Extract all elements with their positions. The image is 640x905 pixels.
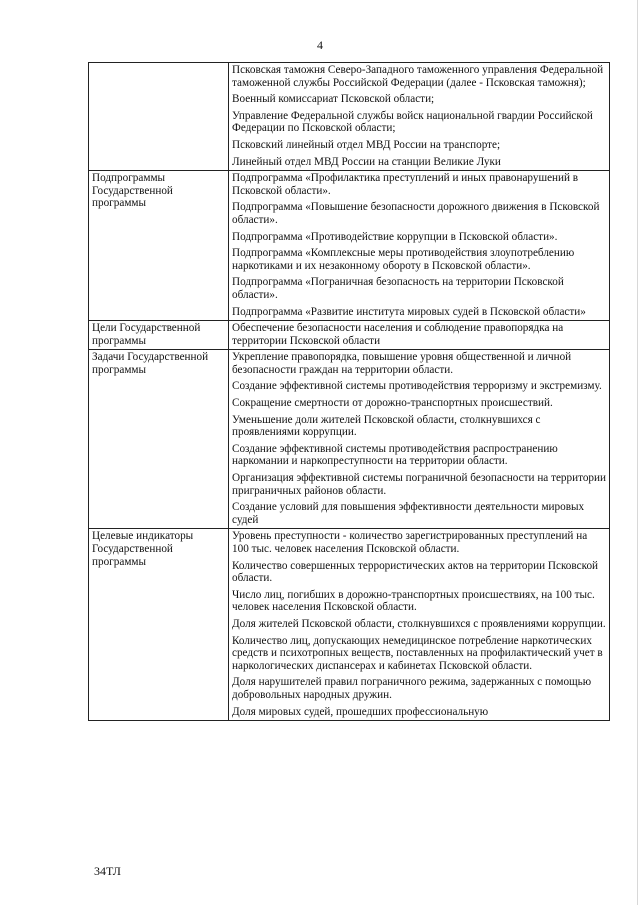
row-label: Задачи Государственной программы: [89, 350, 229, 529]
row-label: Целевые индикаторы Государственной программы: [89, 529, 229, 721]
list-item: Доля жителей Псковской области, столкнувшихся с проявлениями коррупции.: [232, 617, 606, 630]
table-row: [89, 350, 610, 529]
list-item: Создание эффективной системы противодействия распространению наркомании и наркопреступности на территории области.: [232, 442, 558, 468]
page-number: 4: [317, 38, 323, 52]
list-item: Создание эффективной системы противодействия терроризму и экстремизму.: [232, 380, 602, 393]
list-item: Подпрограмма «Профилактика преступлений и иных правонарушений в Псковской области».: [232, 172, 579, 197]
row-content: [229, 529, 610, 721]
list-item: Псковская таможня Северо-Западного таможенного управления Федеральной таможенной службы Российской Федерации (далее - Псковская таможня);: [232, 64, 604, 89]
table-row: [89, 321, 610, 350]
list-item: Организация эффективной системы пограничной безопасности на территории приграничных районов области.: [232, 472, 606, 497]
row-content: [229, 321, 610, 350]
list-item: Управление Федеральной службы войск национальной гвардии Российской Федерации по Псковской области;: [232, 109, 593, 135]
list-item: Уменьшение доли жителей Псковской области, столкнувшихся с проявлениями коррупции.: [232, 413, 541, 439]
row-label: Цели Государственной программы: [89, 321, 229, 350]
list-item: Подпрограмма «Повышение безопасности дорожного движения в Псковской области».: [232, 201, 600, 226]
passport-table: [88, 62, 610, 721]
list-item: Подпрограмма «Противодействие коррупции в Псковской области».: [232, 230, 558, 243]
list-item: Псковский линейный отдел МВД России на транспорте;: [232, 138, 501, 151]
row-content: [229, 63, 610, 171]
row-label: Подпрограммы Государственной программы: [89, 171, 229, 321]
list-item: Линейный отдел МВД России на станции Великие Луки: [232, 155, 501, 168]
list-item: Военный комиссариат Псковской области;: [232, 93, 435, 106]
list-item: Количество лиц, допускающих немедицинское потребление наркотических средств и психотропных веществ, поставленных на профилактический учет в наркологических диспансерах и кабинетах Псковской области.: [232, 634, 603, 672]
list-item: Число лиц, погибших в дорожно-транспортных происшествиях, на 100 тыс. человек населения Псковской области.: [232, 588, 595, 614]
row-content: [229, 350, 610, 529]
list-item: Обеспечение безопасности населения и соблюдение правопорядка на территории Псковской области: [232, 322, 564, 347]
list-item: Создание условий для повышения эффективности деятельности мировых судей: [232, 501, 585, 526]
list-item: Подпрограмма «Пограничная безопасность на территории Псковской области».: [232, 276, 564, 301]
list-item: Доля мировых судей, прошедших профессиональную: [232, 705, 489, 718]
table-row: [89, 63, 610, 171]
table-row: [89, 529, 610, 721]
list-item: Укрепление правопорядка, повышение уровня общественной и личной безопасности граждан на территории области.: [232, 351, 572, 376]
list-item: Уровень преступности - количество зарегистрированных преступлений на 100 тыс. человек населения Псковской области.: [232, 530, 588, 555]
list-item: Количество совершенных террористических актов на территории Псковской области.: [232, 559, 599, 585]
list-item: Сокращение смертности от дорожно-транспортных происшествий.: [232, 397, 553, 410]
list-item: Доля нарушителей правил пограничного режима, задержанных с помощью добровольных народных дружин.: [232, 676, 592, 701]
scan-edge-line: [637, 0, 638, 905]
table-row: [89, 171, 610, 321]
passport-table-body: [89, 63, 610, 721]
row-content: [229, 171, 610, 321]
list-item: Подпрограмма «Комплексные меры противодействия злоупотреблению наркотиками и их незаконному обороту в Псковской области».: [232, 247, 575, 272]
footer-code: 34ТЛ: [94, 864, 121, 878]
list-item: Подпрограмма «Развитие института мировых судей в Псковской области»: [232, 305, 586, 318]
row-label: [89, 63, 229, 171]
